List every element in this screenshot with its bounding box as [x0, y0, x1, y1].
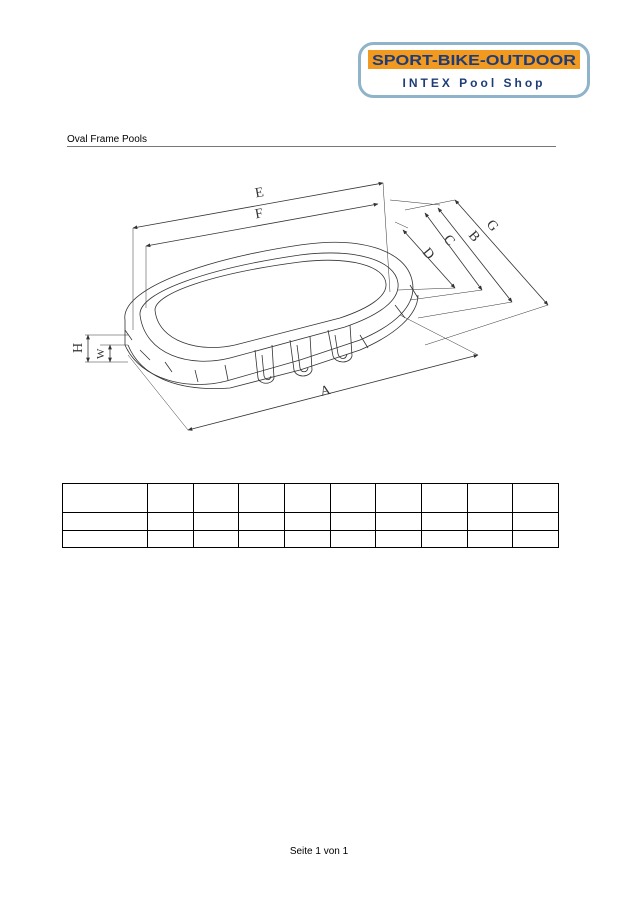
title-underline [67, 146, 556, 147]
label-b: B [464, 228, 483, 246]
table-cell [467, 484, 513, 513]
pool-support-legs [255, 325, 352, 383]
logo-line1: SPORT-BIKE-OUTDOOR [372, 52, 577, 69]
label-a: A [318, 382, 333, 400]
brand-logo [358, 42, 590, 98]
table-cell [148, 513, 194, 531]
table-cell [513, 531, 559, 548]
table-cell [330, 513, 376, 531]
dimension-a-line [188, 355, 478, 430]
table-cell [376, 484, 422, 513]
table-cell [330, 531, 376, 548]
table-row [63, 484, 559, 513]
table-cell [467, 531, 513, 548]
table-cell [239, 513, 285, 531]
label-c: C [439, 232, 458, 250]
table-cell [376, 513, 422, 531]
pool-inner-rim [140, 253, 398, 361]
table-cell [63, 531, 148, 548]
table-cell [376, 531, 422, 548]
label-d: D [418, 245, 437, 263]
table-cell [239, 531, 285, 548]
table-cell [148, 531, 194, 548]
table-cell [63, 513, 148, 531]
table-row [63, 513, 559, 531]
table-cell [284, 531, 330, 548]
logo-line2: INTEX Pool Shop [402, 76, 546, 90]
table-cell [193, 531, 239, 548]
table-row [63, 531, 559, 548]
table-cell [284, 513, 330, 531]
pool-outer-outline [125, 242, 413, 384]
label-w: W [95, 348, 107, 359]
table-cell [421, 531, 467, 548]
table-cell [193, 484, 239, 513]
table-cell [467, 513, 513, 531]
table-cell [63, 484, 148, 513]
table-cell [239, 484, 285, 513]
table-cell [193, 513, 239, 531]
label-h: H [71, 342, 86, 353]
label-e: E [254, 185, 266, 202]
page-title: Oval Frame Pools [67, 134, 148, 145]
table-cell [513, 484, 559, 513]
table-cell [421, 513, 467, 531]
pool-spec-table [62, 483, 559, 548]
table-cell [513, 513, 559, 531]
pool-dimension-drawing [60, 160, 560, 440]
table-cell [421, 484, 467, 513]
pool-inner-surface [155, 260, 386, 347]
label-g: G [482, 217, 501, 235]
page-footer: Seite 1 von 1 [289, 846, 349, 857]
table-cell [148, 484, 194, 513]
label-f: F [254, 206, 265, 223]
table-cell [284, 484, 330, 513]
pool-wall-segments [125, 285, 418, 389]
table-cell [330, 484, 376, 513]
